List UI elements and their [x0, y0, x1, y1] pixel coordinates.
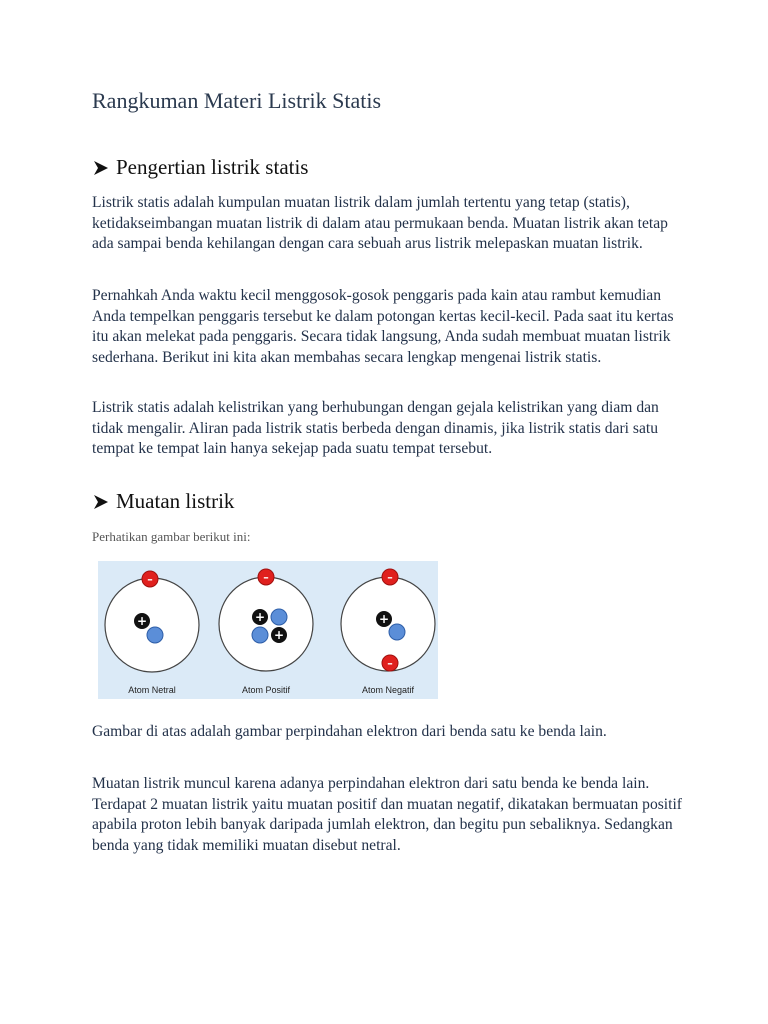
section-heading-text: Muatan listrik — [116, 489, 235, 513]
electron-sign: – — [387, 657, 393, 670]
atom-label: Atom Positif — [241, 685, 291, 695]
atom-netral — [105, 571, 199, 695]
neutron — [252, 627, 268, 643]
paragraph: Gambar di atas adalah gambar perpindahan elektron dari benda satu ke benda lain. — [92, 723, 607, 740]
proton-sign: + — [136, 614, 148, 628]
proton-sign: + — [273, 628, 285, 642]
atom-figure — [98, 561, 438, 699]
figure-intro: Perhatikan gambar berikut ini: — [92, 529, 251, 544]
section-heading-pengertian — [92, 155, 308, 180]
paragraph: Listrik statis adalah kelistrikan yang berhubungan dengan gejala kelistrikan yang diam dan tidak mengalir. Aliran pada listrik statis berbeda dengan dinamis, jika listrik statis dari satu tempat ke tempat lain hanya sekejap pada suatu tempat tersebut. — [92, 399, 659, 457]
proton-sign: + — [254, 610, 266, 624]
neutron — [271, 609, 287, 625]
atom-negatif — [341, 569, 435, 695]
electron-sign: – — [387, 571, 393, 584]
proton-sign: + — [378, 612, 390, 626]
electron-sign: – — [263, 571, 269, 584]
arrow-bullet-icon — [92, 159, 110, 177]
atom-diagram — [98, 561, 438, 699]
neutron — [389, 624, 405, 640]
electron-sign: – — [147, 573, 153, 586]
section-heading-text: Pengertian listrik statis — [116, 155, 309, 179]
paragraph: Pernahkah Anda waktu kecil menggosok-gosok penggaris pada kain atau rambut kemudian Anda tempelkan penggaris tersebut ke dalam potongan kertas kecil-kecil. Pada saat itu kertas itu akan melekat pada penggaris. Secara tidak langsung, Anda sudah membuat muatan listrik sederhana. Berikut ini kita akan membahas secara lengkap mengenai listrik statis. — [92, 287, 674, 366]
section-heading-muatan — [92, 489, 234, 514]
paragraph: Listrik statis adalah kumpulan muatan listrik dalam jumlah tertentu yang tetap (statis), ketidakseimbangan muatan listrik di dalam atau permukaan benda. Muatan listrik akan tetap ada sampai benda kehilangan dengan cara sebuah arus listrik melepaskan muatan listrik. — [92, 194, 668, 252]
document-title: Rangkuman Materi Listrik Statis — [92, 88, 382, 113]
arrow-bullet-icon — [92, 493, 110, 511]
atom-positif — [219, 569, 313, 695]
paragraph: Muatan listrik muncul karena adanya perpindahan elektron dari satu benda ke benda lain. Terdapat 2 muatan listrik yaitu muatan positif dan muatan negatif, dikatakan bermuatan positif apabila proton lebih banyak daripada jumlah elektron, dan begitu pun sebaliknya. Sedangkan benda yang tidak memiliki muatan disebut netral. — [92, 775, 682, 854]
atom-label: Atom Netral — [128, 685, 176, 695]
atom-label: Atom Negatif — [361, 685, 415, 695]
neutron — [147, 627, 163, 643]
